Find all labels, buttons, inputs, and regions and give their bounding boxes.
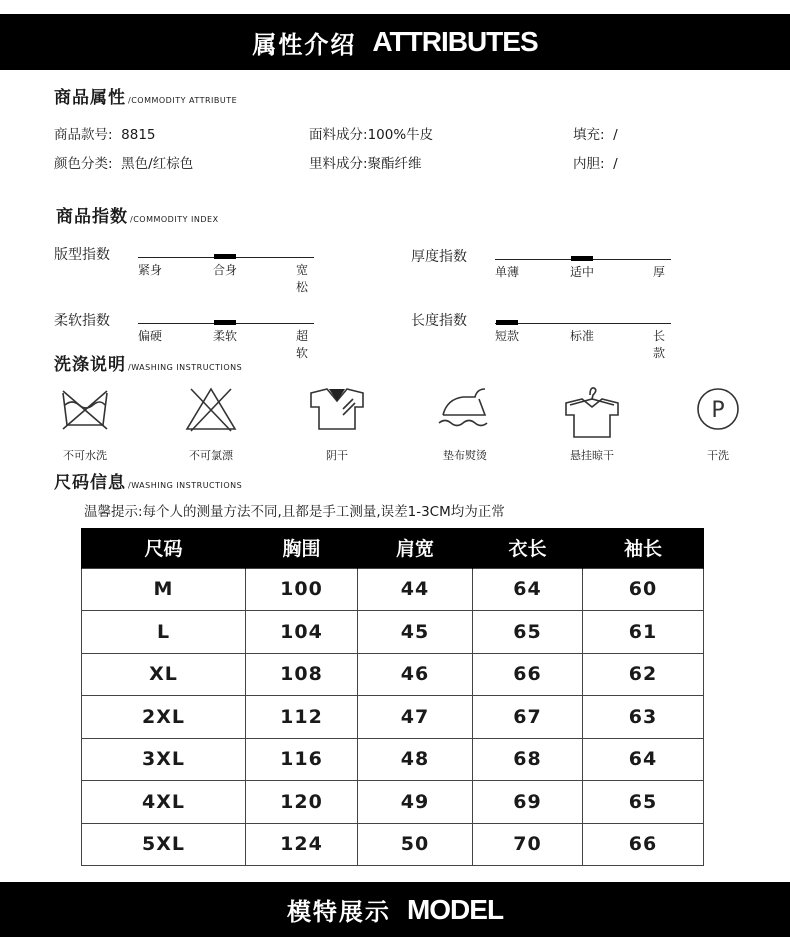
attribute-lining: 里料成分:聚酯纤维 <box>309 156 422 172</box>
scale-marker <box>214 320 236 325</box>
wash-item-no-bleach: 不可氯漂 <box>161 385 261 465</box>
length-index-scale: 长度指数 短款 标准 长款 <box>411 310 671 350</box>
fit-index-scale: 版型指数 紧身 合身 宽松 <box>54 244 314 284</box>
attributes-section-title: 商品属性 /COMMODITY ATTRIBUTE <box>54 88 238 108</box>
table-row: M 100 44 64 60 <box>82 568 704 611</box>
table-row: L 104 45 65 61 <box>82 611 704 654</box>
softness-index-scale: 柔软指数 偏硬 柔软 超软 <box>54 310 314 350</box>
dry-clean-glyph: P <box>711 398 725 423</box>
scale-marker <box>214 254 236 259</box>
table-row: XL 108 46 66 62 <box>82 653 704 696</box>
header-shoulder: 肩宽 <box>358 528 473 568</box>
dry-clean-icon <box>693 385 743 435</box>
scale-marker <box>571 256 593 261</box>
banner-title-en: ATTRIBUTES <box>372 26 538 57</box>
table-row: 4XL 120 49 69 65 <box>82 781 704 824</box>
scale-option: 短款 <box>494 329 520 343</box>
attribute-filling: 填充: / <box>573 127 618 143</box>
header-size: 尺码 <box>82 528 246 568</box>
banner-title-cn: 属性介绍 <box>252 30 357 59</box>
scale-option: 标准 <box>569 329 595 343</box>
wash-item-shade-dry: 阴干 <box>287 385 387 465</box>
size-section-title: 尺码信息 /WASHING INSTRUCTIONS <box>54 473 243 493</box>
attribute-style-no: 商品款号: 8815 <box>54 127 156 143</box>
scale-option: 合身 <box>212 263 238 277</box>
scale-option: 柔软 <box>212 329 238 343</box>
footer-title-cn: 模特展示 <box>286 898 391 926</box>
size-note: 温馨提示:每个人的测量方法不同,且都是手工测量,误差1-3CM均为正常 <box>84 504 505 520</box>
attributes-banner <box>0 14 790 70</box>
header-chest: 胸围 <box>246 528 358 568</box>
scale-option: 偏硬 <box>137 329 163 343</box>
footer-title-en: MODEL <box>406 893 504 925</box>
attribute-color: 颜色分类: 黑色/红棕色 <box>54 156 194 172</box>
thickness-index-scale: 厚度指数 单薄 适中 厚 <box>411 246 671 286</box>
wash-item-dry-clean: P 干洗 <box>668 385 768 465</box>
shade-dry-icon <box>307 385 367 435</box>
scale-option: 超软 <box>295 329 309 360</box>
scale-option: 单薄 <box>494 265 520 279</box>
scale-marker <box>496 320 518 325</box>
hang-dry-icon <box>562 385 622 441</box>
attribute-fabric: 面料成分:100%牛皮 <box>309 127 434 143</box>
size-table-header <box>82 528 704 568</box>
index-section-title: 商品指数 /COMMODITY INDEX <box>56 207 219 227</box>
scale-option: 紧身 <box>137 263 163 277</box>
iron-with-cloth-icon <box>435 385 495 435</box>
no-bleach-icon <box>183 385 239 435</box>
attribute-inner: 内胆: / <box>573 156 618 172</box>
no-wash-icon <box>57 385 113 435</box>
header-sleeve: 袖长 <box>583 528 704 568</box>
washing-section-title: 洗涤说明 /WASHING INSTRUCTIONS <box>54 355 243 375</box>
size-table <box>81 528 704 866</box>
table-row: 2XL 112 47 67 63 <box>82 696 704 739</box>
table-row: 5XL 124 50 70 66 <box>82 823 704 866</box>
wash-item-hang-dry: 悬挂晾干 <box>542 385 642 465</box>
scale-option: 长款 <box>652 329 666 360</box>
scale-option: 厚 <box>652 265 666 279</box>
header-length: 衣长 <box>473 528 583 568</box>
table-row: 3XL 116 48 68 64 <box>82 738 704 781</box>
wash-item-no-wash: 不可水洗 <box>35 385 135 465</box>
model-banner <box>0 882 790 937</box>
scale-option: 适中 <box>569 265 595 279</box>
wash-item-iron-with-cloth: 垫布熨烫 <box>415 385 515 465</box>
scale-option: 宽松 <box>295 263 309 294</box>
